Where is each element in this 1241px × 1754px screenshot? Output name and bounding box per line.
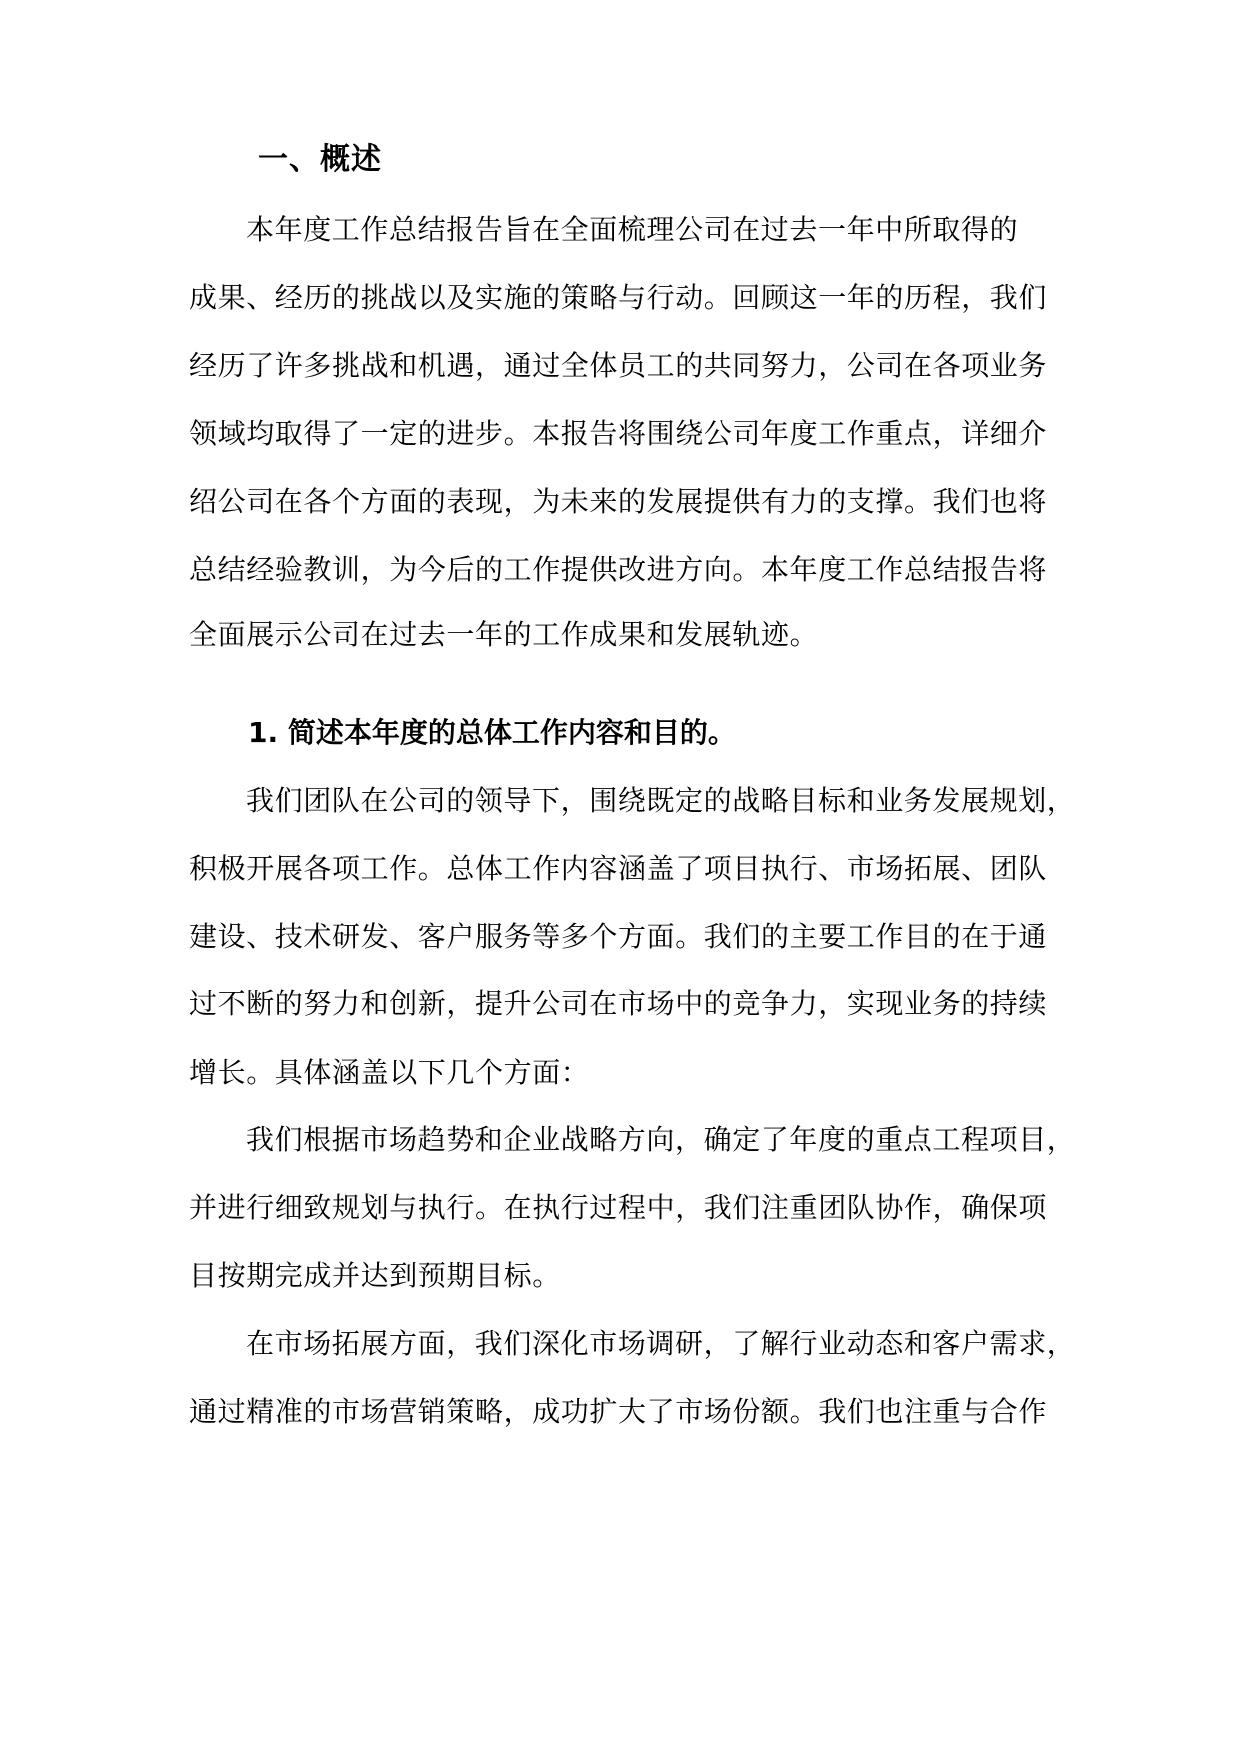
paragraph-1-line-3: 经历了许多挑战和机遇，通过全体员工的共同努力，公司在各项业务 [189,349,1048,382]
paragraph-4-line-1: 在市场拓展方面，我们深化市场调研，了解行业动态和客户需求， [246,1327,1076,1360]
paragraph-4-line-2: 通过精准的市场营销策略，成功扩大了市场份额。我们也注重与合作 [189,1395,1048,1428]
paragraph-2-line-4: 过不断的努力和创新，提升公司在市场中的竞争力，实现业务的持续 [189,987,1048,1020]
subsection-heading: 1. 简述本年度的总体工作内容和目的。 [248,716,736,749]
paragraph-2-line-1: 我们团队在公司的领导下，围绕既定的战略目标和业务发展规划， [246,784,1076,817]
paragraph-2-line-3: 建设、技术研发、客户服务等多个方面。我们的主要工作目的在于通 [189,920,1048,953]
paragraph-2-line-2: 积极开展各项工作。总体工作内容涵盖了项目执行、市场拓展、团队 [189,852,1048,885]
paragraph-1-line-4: 领域均取得了一定的进步。本报告将围绕公司年度工作重点，详细介 [189,417,1048,450]
paragraph-3-line-3: 目按期完成并达到预期目标。 [189,1259,561,1292]
paragraph-1-line-6: 总结经验教训，为今后的工作提供改进方向。本年度工作总结报告将 [189,553,1048,586]
paragraph-1-line-2: 成果、经历的挑战以及实施的策略与行动。回顾这一年的历程，我们 [189,281,1048,314]
paragraph-3-line-1: 我们根据市场趋势和企业战略方向，确定了年度的重点工程项目， [246,1123,1076,1156]
paragraph-1-line-1: 本年度工作总结报告旨在全面梳理公司在过去一年中所取得的 [246,213,1019,246]
paragraph-1-line-7: 全面展示公司在过去一年的工作成果和发展轨迹。 [189,618,819,651]
paragraph-2-line-5: 增长。具体涵盖以下几个方面： [189,1056,590,1089]
paragraph-3-line-2: 并进行细致规划与执行。在执行过程中，我们注重团队协作，确保项 [189,1191,1048,1224]
section-heading: 一、概述 [258,142,382,177]
paragraph-1-line-5: 绍公司在各个方面的表现，为未来的发展提供有力的支撑。我们也将 [189,485,1048,518]
